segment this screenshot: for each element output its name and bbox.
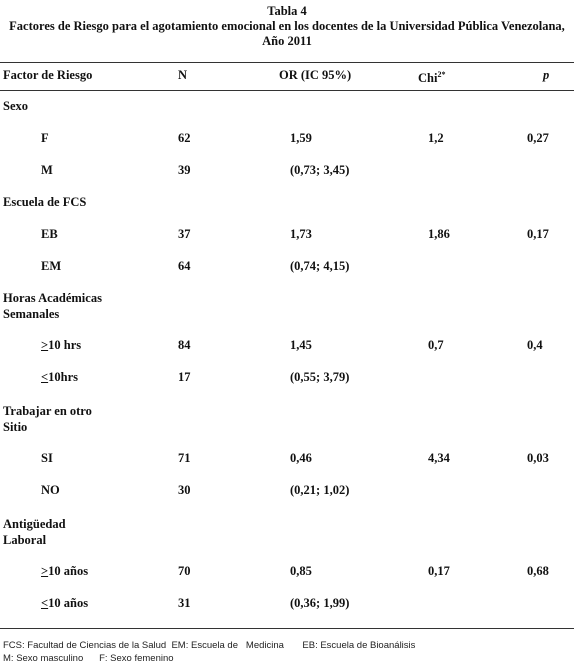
header-n: N: [178, 68, 188, 82]
n-cell: 71: [178, 451, 191, 465]
chi-cell: 4,34: [428, 451, 450, 465]
group-label: Semanales: [3, 307, 60, 321]
category-label: 10 hrs: [48, 338, 82, 352]
category-label: 10hrs: [48, 370, 78, 384]
header-p: p: [543, 68, 550, 82]
category-label: NO: [41, 483, 60, 497]
or-cell: 0,46: [290, 451, 312, 465]
chi-cell: 0,17: [428, 564, 450, 578]
n-cell: 70: [178, 564, 191, 578]
category-cell: [41, 369, 78, 385]
group-label: Sitio: [3, 420, 28, 434]
chi-cell: 0,7: [428, 338, 444, 352]
p-cell: 0,17: [527, 227, 549, 241]
footnotes: [3, 639, 415, 665]
group-label: Horas Académicas: [3, 291, 102, 305]
footnote-abbrev: FCS: Facultad de Ciencias de la Salud EM: Escuela de Medicina EB: Escuela de Bioanálisis: [3, 640, 416, 651]
category-cell: [41, 258, 61, 274]
n-cell: 62: [178, 131, 191, 145]
header-chi: [418, 67, 445, 86]
table-title: [0, 4, 574, 49]
n-cell: 39: [178, 163, 191, 177]
p-cell: 0,68: [527, 564, 549, 578]
or-cell: (0,73; 3,45): [290, 163, 350, 177]
or-cell: 1,73: [290, 227, 312, 241]
header-factor: Factor de Riesgo: [3, 68, 93, 82]
or-cell: (0,21; 1,02): [290, 483, 350, 497]
category-cell: [41, 450, 53, 466]
n-cell: 31: [178, 596, 191, 610]
category-label: M: [41, 163, 53, 177]
chi-cell: 1,2: [428, 131, 444, 145]
p-cell: 0,03: [527, 451, 549, 465]
group-label: Escuela de FCS: [3, 195, 87, 209]
n-cell: 64: [178, 259, 191, 273]
group-label: Antigüedad: [3, 517, 66, 531]
top-rule: [0, 62, 574, 63]
table-caption-year: Año 2011: [262, 34, 312, 48]
category-label: EM: [41, 259, 62, 273]
table-caption: Factores de Riesgo para el agotamiento emocional en los docentes de la Universidad Pública Venezolana,: [9, 19, 565, 33]
group-label: Laboral: [3, 533, 47, 547]
table-number: Tabla 4: [267, 4, 307, 18]
or-cell: 1,45: [290, 338, 312, 352]
or-cell: (0,36; 1,99): [290, 596, 350, 610]
category-cell: [41, 337, 81, 353]
comparison-symbol: >: [41, 338, 49, 352]
n-cell: 17: [178, 370, 191, 384]
comparison-symbol: >: [41, 564, 49, 578]
header-chi-base: Chi: [418, 71, 438, 86]
category-cell: [41, 563, 88, 579]
comparison-symbol: <: [41, 370, 49, 384]
group-label: Trabajar en otro: [3, 404, 92, 418]
or-cell: (0,55; 3,79): [290, 370, 350, 384]
category-label: EB: [41, 227, 58, 241]
chi-cell: 1,86: [428, 227, 450, 241]
n-cell: 30: [178, 483, 191, 497]
footnote-sex: M: Sexo masculino F: Sexo femenino: [3, 653, 174, 664]
header-chi-sup: 2*: [437, 70, 446, 79]
comparison-symbol: <: [41, 596, 49, 610]
category-label: SI: [41, 451, 53, 465]
category-label: 10 años: [48, 564, 89, 578]
header-rule: [0, 90, 574, 91]
or-cell: 0,85: [290, 564, 312, 578]
category-cell: [41, 595, 88, 611]
category-cell: [41, 482, 60, 498]
or-cell: 1,59: [290, 131, 312, 145]
bottom-rule: [0, 628, 574, 629]
category-cell: [41, 162, 53, 178]
header-or: OR (IC 95%): [279, 68, 352, 82]
or-cell: (0,74; 4,15): [290, 259, 350, 273]
category-cell: [41, 130, 49, 146]
category-label: F: [41, 131, 49, 145]
p-cell: 0,4: [527, 338, 543, 352]
n-cell: 37: [178, 227, 191, 241]
p-cell: 0,27: [527, 131, 549, 145]
n-cell: 84: [178, 338, 191, 352]
category-label: 10 años: [48, 596, 89, 610]
group-label: Sexo: [3, 99, 28, 113]
category-cell: [41, 226, 58, 242]
